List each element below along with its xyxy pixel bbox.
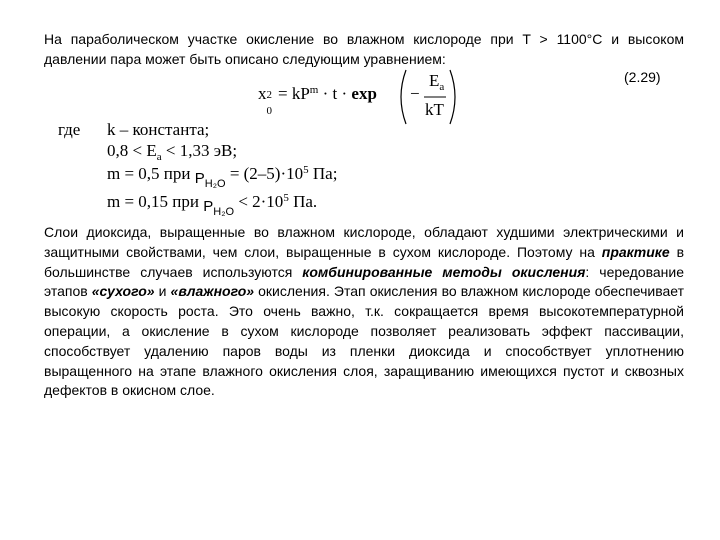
emphasis-practice: практике <box>601 243 670 260</box>
fraction-numerator <box>429 71 444 93</box>
m1-pressure <box>194 170 226 190</box>
lhs-x: x <box>258 84 267 103</box>
body-text-5: окисления. Этап окисления во влажном кислороде обеспечивает высокую скорость роста. Это очень важно, т.к. сокращается время высокотемпературной операции, а окисление в сухом кислороде позволяет реализовать эффект пассивации, способствует удалению паров воды из пленки диоксида и способствует уплотнению выращенного на этапе влажного окисления слоя, заращиванию имеющихся пустот и сквозных дефектов в окисном слое. <box>44 283 684 399</box>
exp-label: exp <box>351 84 377 103</box>
fraction-denominator: kT <box>425 100 444 119</box>
rhs-exponent-m: m <box>309 84 319 96</box>
rhs-dot-t: · t · <box>322 84 348 103</box>
m2-superscript: 5 <box>283 192 289 204</box>
m2-p-subscript: H₂O <box>213 206 235 218</box>
ea-text-a: 0,8 < E <box>107 141 157 160</box>
m1-p: P <box>194 170 205 187</box>
emphasis-dry: «сухого» <box>91 283 155 300</box>
m2-text-a: m = 0,15 при <box>107 192 200 211</box>
ea-subscript: a <box>156 151 162 163</box>
where-ea-line <box>107 141 237 163</box>
emphasis-combined-methods: комбинированные методы окисления <box>302 263 586 280</box>
where-m2-line <box>107 192 318 218</box>
m2-pressure <box>203 198 235 218</box>
numerator-e: E <box>429 71 440 90</box>
lhs-superscript: 2 <box>266 89 272 101</box>
numerator-subscript: a <box>439 81 445 93</box>
intro-paragraph: На параболическом участке окисление во влажном кислороде при T > 1100°C и высоком давлении пара может быть описано следующим уравнением: <box>44 31 684 67</box>
body-text-1: Слои диоксида, выращенные во влажном кислороде, обладают худшими электрическими и защитными свойствами, чем слои, выращенные в сухом кислороде. Поэтому на <box>44 224 684 260</box>
where-m1-line <box>107 164 338 190</box>
m1-p-subscript: H₂O <box>204 178 226 190</box>
where-k-line: k – константа; <box>107 120 210 139</box>
body-text-3: : чередование этапов <box>44 263 684 300</box>
body-text-4: и <box>154 283 171 300</box>
rhs-prefix: = kP <box>278 84 310 103</box>
m1-superscript: 5 <box>303 164 309 176</box>
minus-sign: − <box>410 84 420 103</box>
m2-p: P <box>203 198 214 215</box>
ea-text-b: < 1,33 эВ; <box>161 141 238 160</box>
m1-text-a: m = 0,5 при <box>107 164 191 183</box>
m2-text-c: Па. <box>288 192 318 211</box>
lhs-subscript: 0 <box>266 105 272 117</box>
m1-text-b: = (2–5)·10 <box>229 164 304 183</box>
equation-rhs <box>278 84 377 104</box>
body-text-2: в большинстве случаев используются <box>44 243 685 280</box>
m1-text-c: Па; <box>308 164 338 183</box>
equation-formula <box>258 66 458 128</box>
body-paragraph <box>44 223 684 401</box>
where-label: где <box>58 120 81 139</box>
equation-lhs <box>258 84 275 117</box>
emphasis-wet: «влажного» <box>170 283 255 300</box>
equation-number: (2.29) <box>624 69 661 85</box>
m2-text-b: < 2·10 <box>238 192 284 211</box>
